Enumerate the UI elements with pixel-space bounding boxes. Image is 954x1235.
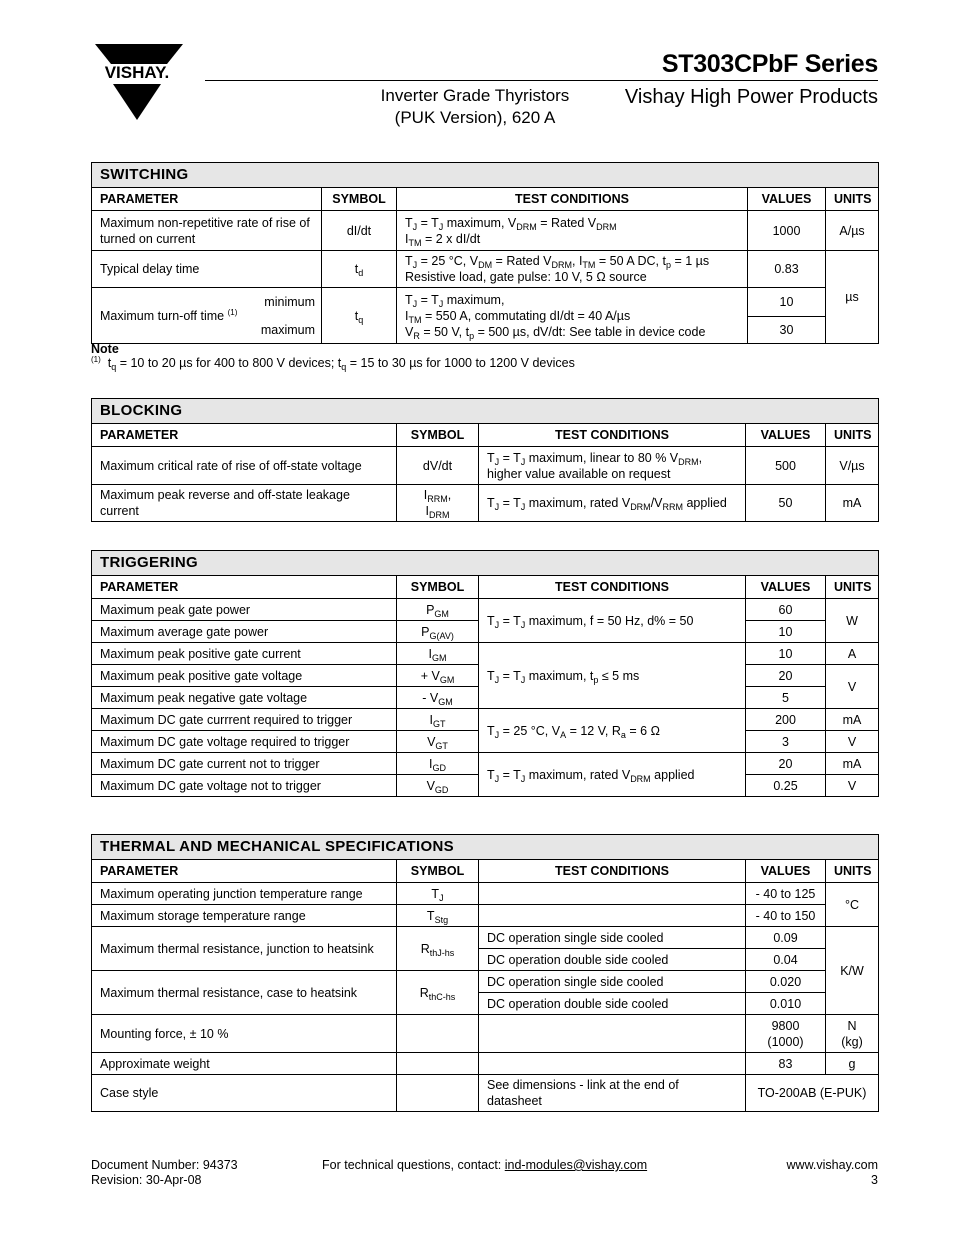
symbol-cell: $R_{thC-hs}$ <box>397 971 479 1015</box>
symbol-cell: $I_{RRM}$, $I_{DRM}$ <box>397 485 479 522</box>
param-cell: Maximum DC gate voltage not to trigger <box>92 775 397 797</box>
col-values: VALUES <box>746 424 826 447</box>
test-condition-cell: $T_J = T_J$ maximum, $t_p \le 5$ ms <box>479 643 746 709</box>
col-symbol: SYMBOL <box>397 576 479 599</box>
test-condition-cell: $T_J = 25$ °C, $V_A = 12$ V, $R_a = 6$ Ω <box>479 709 746 753</box>
col-values: VALUES <box>746 576 826 599</box>
col-parameter: PARAMETER <box>92 424 397 447</box>
value-cell: 83 <box>746 1053 826 1075</box>
footer-left <box>91 1158 238 1188</box>
symbol-cell: dI/dt <box>322 211 397 251</box>
value-cell: TO-200AB (E-PUK) <box>746 1075 879 1112</box>
value-cell: 10 <box>746 643 826 665</box>
param-cell: Maximum average gate power <box>92 621 397 643</box>
param-cell: Maximum DC gate currrent required to trigger <box>92 709 397 731</box>
value-cell: 500 <box>746 447 826 485</box>
value-cell: 60 <box>746 599 826 621</box>
unit-newton: N <box>847 1018 857 1033</box>
param-cell: Case style <box>92 1075 397 1112</box>
test-condition-cell <box>479 1015 746 1053</box>
test-condition-cell <box>479 1053 746 1075</box>
symbol-cell: dV/dt <box>397 447 479 485</box>
note-title: Note <box>91 342 119 356</box>
col-parameter: PARAMETER <box>92 188 322 211</box>
value-cell: 0.010 <box>746 993 826 1015</box>
value-cell: 0.04 <box>746 949 826 971</box>
section-title: BLOCKING <box>92 399 879 424</box>
unit-cell: V <box>826 731 879 753</box>
section-title: TRIGGERING <box>92 551 879 576</box>
col-parameter: PARAMETER <box>92 860 397 883</box>
param-cell: Maximum turn-off time $^{(1)}$ minimum maximum <box>92 288 322 344</box>
unit-cell: °C <box>826 883 879 927</box>
symbol-cell: $t_d$ <box>322 251 397 288</box>
value-cell: 20 <box>746 753 826 775</box>
switching-note <box>91 342 575 370</box>
value-cell: 0.09 <box>746 927 826 949</box>
param-cell: Maximum operating junction temperature range <box>92 883 397 905</box>
symbol-cell <box>397 1075 479 1112</box>
blocking-section <box>91 398 878 522</box>
unit-cell: K/W <box>826 927 879 1015</box>
test-condition-cell: $T_J = T_J$ maximum, rated $V_{DRM}$ applied <box>479 753 746 797</box>
value-cell: 3 <box>746 731 826 753</box>
website: www.vishay.com <box>786 1158 878 1172</box>
param-cell: Maximum peak gate power <box>92 599 397 621</box>
test-condition-cell <box>479 883 746 905</box>
symbol-cell: $t_q$ <box>322 288 397 344</box>
switching-table <box>91 162 879 344</box>
unit-cell: V <box>826 665 879 709</box>
value-cell: 1000 <box>748 211 826 251</box>
symbol-cell: $I_{GM}$ <box>397 643 479 665</box>
test-condition-cell: $T_J = 25$ °C, $V_{DM}$ = Rated $V_{DRM}$, $I_{TM} = 50$ A DC, $t_p = 1$ µs Resistive load, gate pulse: 10 V, 5 Ω source <box>397 251 748 288</box>
symbol-cell: $V_{GD}$ <box>397 775 479 797</box>
param-cell: Maximum storage temperature range <box>92 905 397 927</box>
param-cell: Maximum peak reverse and off-state leakage current <box>92 485 397 522</box>
param-cell: Maximum peak negative gate voltage <box>92 687 397 709</box>
symbol-cell: $R_{thJ-hs}$ <box>397 927 479 971</box>
unit-cell: W <box>826 599 879 643</box>
test-condition-cell: $T_J = T_J$ maximum, $V_{DRM}$ = Rated $V_{DRM}$ $I_{TM} = 2$ x dI/dt <box>397 211 748 251</box>
unit-cell: mA <box>826 485 879 522</box>
symbol-cell: - $V_{GM}$ <box>397 687 479 709</box>
test-condition-cell <box>479 905 746 927</box>
test-condition-cell: $T_J = T_J$ maximum, $I_{TM} = 550$ A, commutating dI/dt = 40 A/µs $V_R = 50$ V, $t_p = 500$ µs, dV/dt: See table in device code <box>397 288 748 344</box>
col-test-conditions: TEST CONDITIONS <box>479 576 746 599</box>
value-cell: 20 <box>746 665 826 687</box>
col-values: VALUES <box>748 188 826 211</box>
col-parameter: PARAMETER <box>92 576 397 599</box>
col-test-conditions: TEST CONDITIONS <box>479 860 746 883</box>
col-values: VALUES <box>746 860 826 883</box>
value-newton: 9800 <box>771 1018 800 1033</box>
footer-contact <box>322 1158 647 1173</box>
unit-cell <box>826 1015 879 1053</box>
unit-cell: µs <box>826 251 879 344</box>
subtitle-line-1: Inverter Grade Thyristors <box>380 86 570 105</box>
triggering-table <box>91 550 879 797</box>
test-condition-cell: See dimensions - link at the end of datasheet <box>479 1075 746 1112</box>
footer-right <box>787 1158 878 1188</box>
value-cell: 10 <box>746 621 826 643</box>
col-units: UNITS <box>826 576 879 599</box>
header-rule <box>205 80 878 81</box>
value-cell: - 40 to 125 <box>746 883 826 905</box>
symbol-cell: $I_{GT}$ <box>397 709 479 731</box>
param-cell: Maximum non-repetitive rate of rise of turned on current <box>92 211 322 251</box>
unit-kg: (kg) <box>841 1034 863 1049</box>
test-condition-cell: DC operation single side cooled <box>479 927 746 949</box>
section-title: SWITCHING <box>92 163 879 188</box>
svg-text:VISHAY.: VISHAY. <box>104 63 170 82</box>
param-cell: Maximum thermal resistance, junction to heatsink <box>92 927 397 971</box>
test-condition-cell: $T_J = T_J$ maximum, rated $V_{DRM}/V_{RRM}$ applied <box>479 485 746 522</box>
note-text: $^{(1)}$ $t_q = 10$ to 20 µs for 400 to 800 V devices; $t_q = 15$ to 30 µs for 1000 to 1200 V devices <box>91 354 575 372</box>
vishay-logo <box>89 44 185 120</box>
symbol-cell: $V_{GT}$ <box>397 731 479 753</box>
value-cell: - 40 to 150 <box>746 905 826 927</box>
contact-prefix: For technical questions, contact: <box>322 1158 505 1172</box>
symbol-cell: $T_{Stg}$ <box>397 905 479 927</box>
value-cell: 10 <box>748 288 826 317</box>
symbol-cell: $P_{G(AV)}$ <box>397 621 479 643</box>
symbol-cell: $T_J$ <box>397 883 479 905</box>
revision-date: Revision: 30-Apr-08 <box>91 1173 202 1187</box>
col-units: UNITS <box>826 424 879 447</box>
document-number: Document Number: 94373 <box>91 1158 238 1172</box>
param-cell: Mounting force, ± 10 % <box>92 1015 397 1053</box>
unit-cell: A/µs <box>826 211 879 251</box>
unit-cell: V <box>826 775 879 797</box>
test-condition-cell: $T_J = T_J$ maximum, f = 50 Hz, d% = 50 <box>479 599 746 643</box>
param-cell: Typical delay time <box>92 251 322 288</box>
param-cell: Maximum peak positive gate current <box>92 643 397 665</box>
unit-cell: A <box>826 643 879 665</box>
maximum-label: maximum <box>260 322 315 337</box>
section-title: THERMAL AND MECHANICAL SPECIFICATIONS <box>92 835 879 860</box>
triggering-section <box>91 550 878 797</box>
value-cell: 0.020 <box>746 971 826 993</box>
col-symbol: SYMBOL <box>322 188 397 211</box>
param-cell: Maximum DC gate voltage required to trigger <box>92 731 397 753</box>
param-cell: Maximum thermal resistance, case to heatsink <box>92 971 397 1015</box>
test-condition-cell: DC operation single side cooled <box>479 971 746 993</box>
division-name: Vishay High Power Products <box>624 86 878 108</box>
col-test-conditions: TEST CONDITIONS <box>397 188 748 211</box>
param-label: Maximum turn-off time <box>100 308 225 323</box>
blocking-table <box>91 398 879 522</box>
col-symbol: SYMBOL <box>397 860 479 883</box>
unit-cell: mA <box>826 753 879 775</box>
col-units: UNITS <box>826 188 879 211</box>
unit-cell: mA <box>826 709 879 731</box>
test-condition-cell: DC operation double side cooled <box>479 993 746 1015</box>
value-cell: 5 <box>746 687 826 709</box>
symbol-cell: + $V_{GM}$ <box>397 665 479 687</box>
value-cell: 50 <box>746 485 826 522</box>
switching-section <box>91 162 878 344</box>
thermal-section <box>91 834 878 1112</box>
subtitle-line-2: (PUK Version), 620 A <box>394 108 556 127</box>
value-cell: 0.83 <box>748 251 826 288</box>
minimum-label: minimum <box>264 294 315 309</box>
col-units: UNITS <box>826 860 879 883</box>
param-cell: Maximum DC gate current not to trigger <box>92 753 397 775</box>
thermal-table <box>91 834 879 1112</box>
product-subtitle <box>360 85 590 129</box>
param-cell: Maximum peak positive gate voltage <box>92 665 397 687</box>
symbol-cell: $P_{GM}$ <box>397 599 479 621</box>
symbol-cell <box>397 1053 479 1075</box>
unit-cell: g <box>826 1053 879 1075</box>
value-cell: 30 <box>748 317 826 344</box>
page-number: 3 <box>871 1173 878 1187</box>
col-symbol: SYMBOL <box>397 424 479 447</box>
contact-email-link[interactable]: ind-modules@vishay.com <box>504 1158 648 1172</box>
param-cell: Approximate weight <box>92 1053 397 1075</box>
series-title: ST303CPbF Series <box>661 50 878 78</box>
test-condition-cell: DC operation double side cooled <box>479 949 746 971</box>
value-cell: 0.25 <box>746 775 826 797</box>
param-cell: Maximum critical rate of rise of off-state voltage <box>92 447 397 485</box>
unit-cell: V/µs <box>826 447 879 485</box>
test-condition-cell: $T_J = T_J$ maximum, linear to 80 % $V_{DRM}$, higher value available on request <box>479 447 746 485</box>
value-cell <box>746 1015 826 1053</box>
col-test-conditions: TEST CONDITIONS <box>479 424 746 447</box>
value-cell: 200 <box>746 709 826 731</box>
value-kg: (1000) <box>767 1034 804 1049</box>
symbol-cell: $I_{GD}$ <box>397 753 479 775</box>
symbol-cell <box>397 1015 479 1053</box>
